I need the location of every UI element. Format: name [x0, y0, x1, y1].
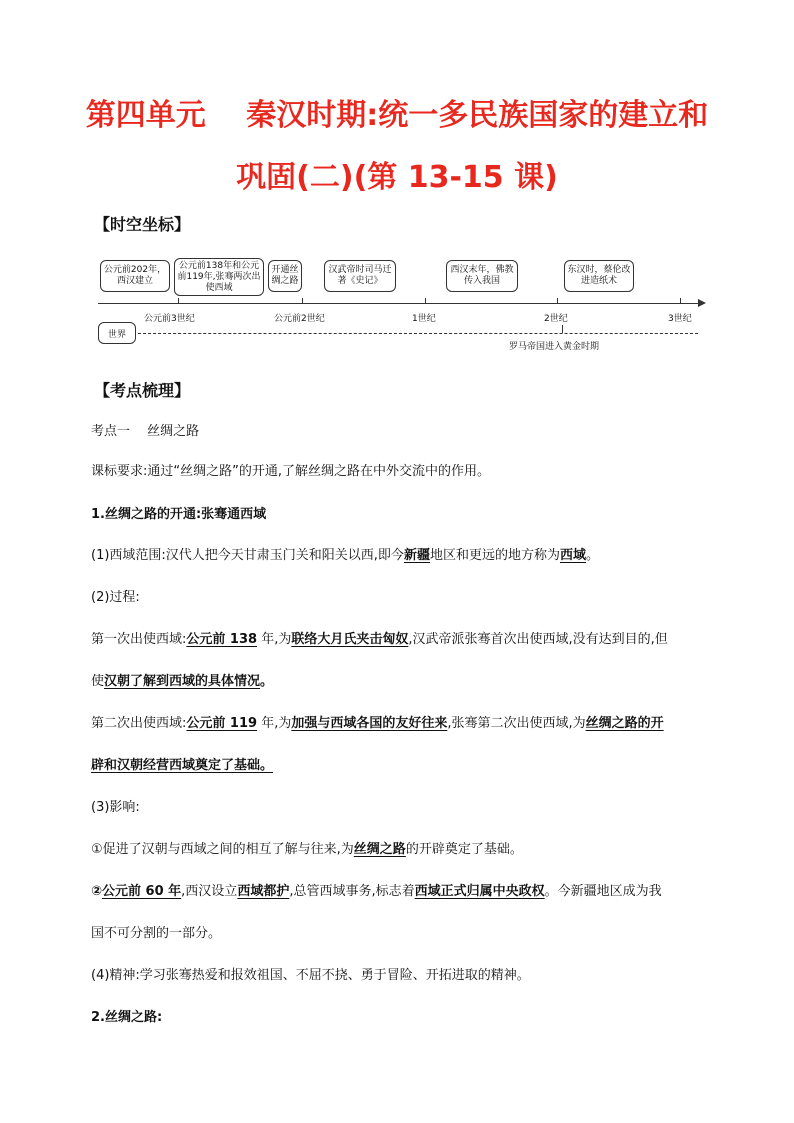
paragraph-first-mission-cont	[91, 672, 711, 692]
timeline-axis-label: 公元前3世纪	[144, 314, 195, 324]
timeline-tick	[562, 325, 563, 333]
timeline-tick	[425, 298, 426, 304]
timeline-event-box: 公元前202年，西汉建立	[100, 260, 170, 292]
text: ,汉武帝派张骞首次出使西域,没有达到目的,但	[408, 632, 668, 647]
timeline-axis	[98, 303, 702, 304]
paragraph-west-region	[91, 546, 711, 566]
text: ,张骞第二次出使西域,为	[447, 716, 586, 731]
timeline-world-event: 罗马帝国进入黄金时期	[509, 342, 600, 352]
paragraph-impact-2-cont: 国不可分割的一部分。	[91, 926, 222, 941]
text: 。今新疆地区成为我	[544, 884, 662, 899]
key-term: 西域都护	[237, 884, 290, 899]
paragraph-impact-label: (3)影响:	[91, 800, 140, 815]
paragraph-impact-2	[91, 882, 711, 902]
timeline-world-box: 世界	[98, 322, 136, 344]
key-term: 汉朝了解到西域的具体情况	[104, 674, 261, 689]
paragraph-second-mission	[91, 714, 711, 734]
text: 。	[260, 674, 274, 689]
key-term: 公元前 138	[186, 632, 258, 647]
key-term: 联络大月氏夹击匈奴	[291, 632, 409, 647]
paragraph-first-mission	[91, 630, 711, 650]
text: ②	[91, 884, 103, 899]
text: 使	[91, 674, 105, 689]
key-term: 丝绸之路的开	[585, 716, 664, 731]
timeline-world-axis	[138, 333, 698, 334]
section-heading-points: 【考点梳理】	[94, 381, 191, 400]
point-title: 考点一 丝绸之路	[91, 424, 200, 439]
timeline-tick	[557, 298, 558, 304]
key-term: 新疆	[403, 548, 430, 563]
timeline-event-box: 西汉末年，佛教传入我国	[446, 260, 518, 292]
key-term: 公元前 119	[186, 716, 258, 731]
paragraph-process-label: (2)过程:	[91, 590, 140, 605]
timeline-event-box: 开通丝绸之路	[268, 260, 302, 292]
timeline-tick	[680, 298, 681, 304]
timeline-event-box: 公元前138年和公元前119年,张骞两次出使西域	[174, 258, 264, 296]
text: ①促进了汉朝与西域之间的相互了解与往来,为	[91, 842, 354, 857]
requirement-text: 课标要求:通过“丝绸之路”的开通,了解丝绸之路在中外交流中的作用。	[91, 464, 490, 479]
text: 第一次出使西域:	[91, 632, 187, 647]
key-term: 西域	[559, 548, 586, 563]
timeline-axis-label: 公元前2世纪	[274, 314, 325, 324]
key-term: 辟和汉朝经营西域奠定了基础。	[91, 758, 274, 773]
timeline-event-box: 汉武帝时司马迁著《史记》	[324, 260, 396, 292]
timeline-arrow-icon	[698, 299, 706, 307]
key-term: 丝绸之路	[353, 842, 406, 857]
text: 地区和更远的地方称为	[429, 548, 560, 563]
timeline-axis-label: 1世纪	[412, 314, 436, 324]
page-title-line2: 巩固(二)(第 13-15 课)	[236, 160, 558, 195]
text: 。	[585, 548, 599, 563]
paragraph-impact-1	[91, 840, 711, 860]
key-term: 公元前 60 年	[102, 884, 182, 899]
text: (1)西域范围:汉代人把今天甘肃玉门关和阳关以西,即今	[91, 548, 404, 563]
key-term: 加强与西域各国的友好往来	[291, 716, 448, 731]
paragraph-second-mission-cont	[91, 756, 711, 776]
text: ,总管西域事务,标志着	[289, 884, 415, 899]
timeline-axis-label: 2世纪	[544, 314, 568, 324]
text: 年,为	[257, 716, 292, 731]
subheading-2: 2.丝绸之路:	[91, 1010, 163, 1025]
section-heading-spacetime: 【时空坐标】	[94, 215, 191, 234]
timeline-diagram	[94, 252, 714, 352]
text: 第二次出使西域:	[91, 716, 187, 731]
subheading-1: 1.丝绸之路的开通:张骞通西域	[91, 507, 267, 522]
text: 年,为	[257, 632, 292, 647]
timeline-axis-label: 3世纪	[668, 314, 692, 324]
text: 的开辟奠定了基础。	[405, 842, 523, 857]
timeline-tick	[302, 298, 303, 304]
timeline-tick	[178, 298, 179, 304]
page-title-line1: 第四单元 秦汉时期:统一多民族国家的建立和	[85, 98, 709, 133]
text: ,西汉设立	[181, 884, 238, 899]
paragraph-spirit: (4)精神:学习张骞热爱和报效祖国、不屈不挠、勇于冒险、开拓进取的精神。	[91, 968, 530, 983]
key-term: 西域正式归属中央政权	[414, 884, 545, 899]
timeline-event-box: 东汉时，蔡伦改进造纸术	[564, 260, 634, 292]
